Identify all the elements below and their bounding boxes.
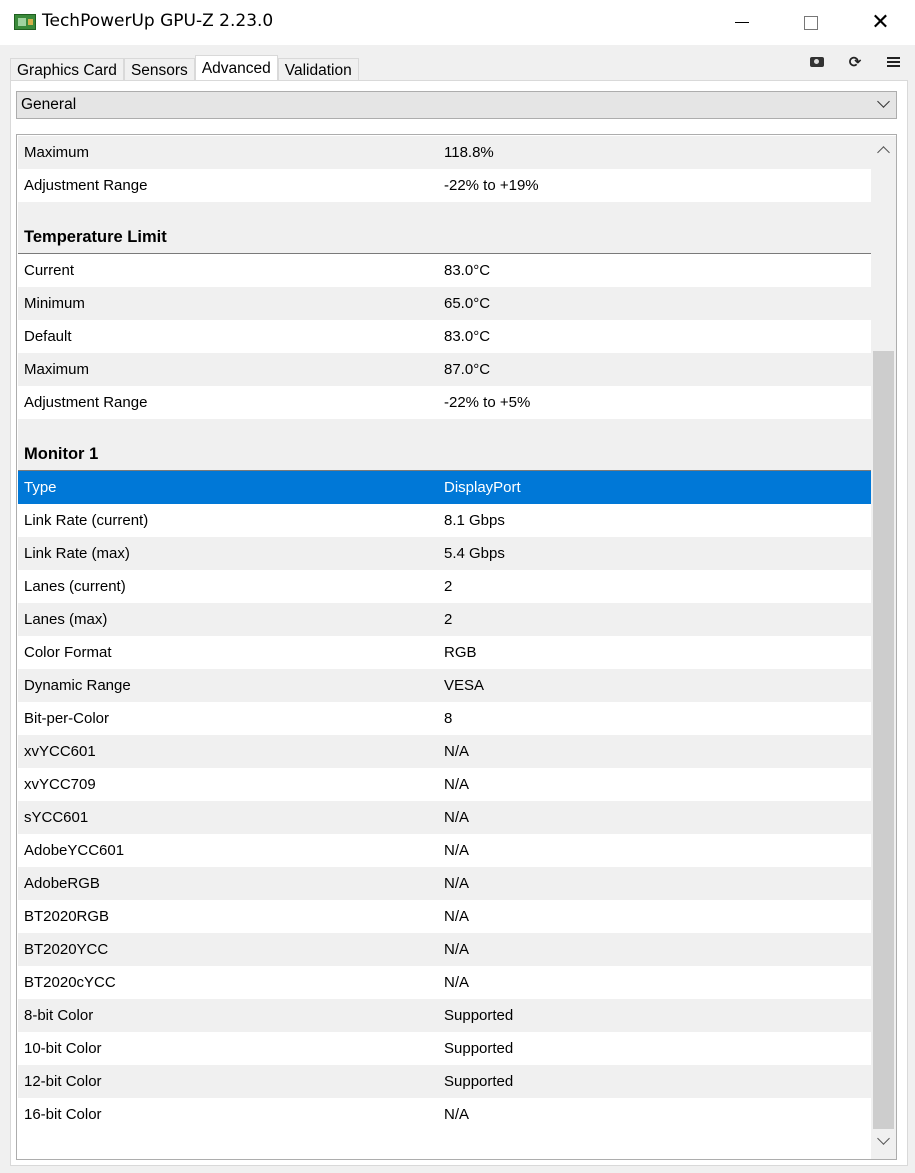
list-row[interactable] xyxy=(18,702,871,735)
row-value: N/A xyxy=(444,974,470,991)
list-row[interactable] xyxy=(18,1098,871,1131)
list-row[interactable] xyxy=(18,834,871,867)
row-value: -22% to +19% xyxy=(444,177,539,194)
list-row[interactable] xyxy=(18,254,871,287)
list-row[interactable] xyxy=(18,1065,871,1098)
close-icon: ✕ xyxy=(871,10,890,35)
minimize-icon xyxy=(735,22,749,23)
row-label: Adjustment Range xyxy=(24,177,148,194)
title-bar xyxy=(0,0,915,45)
list-row[interactable] xyxy=(18,287,871,320)
row-value: -22% to +5% xyxy=(444,394,531,411)
row-value: 5.4 Gbps xyxy=(444,545,505,562)
list-row[interactable] xyxy=(18,136,871,169)
list-row[interactable] xyxy=(18,169,871,202)
row-label: 10-bit Color xyxy=(24,1040,102,1057)
list-row[interactable] xyxy=(18,966,871,999)
list-row[interactable] xyxy=(18,570,871,603)
row-value: N/A xyxy=(444,908,470,925)
tab-advanced[interactable]: Advanced xyxy=(195,55,278,83)
row-label: 8-bit Color xyxy=(24,1007,94,1024)
list-row[interactable] xyxy=(18,900,871,933)
row-value: 83.0°C xyxy=(444,262,491,279)
list-row[interactable] xyxy=(18,669,871,702)
list-row[interactable] xyxy=(18,801,871,834)
row-value: 8.1 Gbps xyxy=(444,512,505,529)
list-row[interactable] xyxy=(18,1032,871,1065)
row-label: Maximum xyxy=(24,144,90,161)
list-row[interactable] xyxy=(18,735,871,768)
row-label: Adjustment Range xyxy=(24,394,148,411)
maximize-button[interactable] xyxy=(776,0,845,45)
minimize-button[interactable] xyxy=(707,0,776,45)
row-label: AdobeRGB xyxy=(24,875,100,892)
list-row[interactable] xyxy=(18,320,871,353)
row-value: N/A xyxy=(444,809,470,826)
row-value: Supported xyxy=(444,1040,514,1057)
row-value: DisplayPort xyxy=(444,479,521,496)
row-value: VESA xyxy=(444,677,485,694)
row-value: 65.0°C xyxy=(444,295,491,312)
category-select[interactable] xyxy=(16,91,897,119)
row-label: xvYCC709 xyxy=(24,776,96,793)
category-select-value: General xyxy=(21,96,77,113)
row-label: 12-bit Color xyxy=(24,1073,102,1090)
row-value: Supported xyxy=(444,1073,514,1090)
advanced-info-list[interactable] xyxy=(16,134,897,1160)
refresh-icon: ⟳ xyxy=(848,53,862,71)
row-value: 8 xyxy=(444,710,453,727)
maximize-icon xyxy=(804,16,818,30)
row-label: Bit-per-Color xyxy=(24,710,110,727)
section-header-monitor-1 xyxy=(18,419,871,471)
row-value: N/A xyxy=(444,1106,470,1123)
row-value: N/A xyxy=(444,743,470,760)
row-value: N/A xyxy=(444,842,470,859)
row-label: Link Rate (max) xyxy=(24,545,130,562)
row-label: Minimum xyxy=(24,295,85,312)
row-value: N/A xyxy=(444,875,470,892)
tab-bar xyxy=(10,55,359,82)
row-label: AdobeYCC601 xyxy=(24,842,125,859)
row-value: 87.0°C xyxy=(444,361,491,378)
row-value: Supported xyxy=(444,1007,514,1024)
row-label: Type xyxy=(24,479,57,496)
scroll-up-arrow-icon[interactable] xyxy=(871,136,896,166)
vertical-scrollbar[interactable] xyxy=(871,136,896,1159)
row-label: Link Rate (current) xyxy=(24,512,149,529)
list-rows xyxy=(18,136,871,1131)
row-label: Color Format xyxy=(24,644,112,661)
row-value: 83.0°C xyxy=(444,328,491,345)
screenshot-button[interactable] xyxy=(807,53,827,71)
scrollbar-thumb[interactable] xyxy=(873,351,894,1129)
row-label: Default xyxy=(24,328,72,345)
refresh-button[interactable] xyxy=(845,53,865,71)
list-row[interactable] xyxy=(18,636,871,669)
list-row[interactable] xyxy=(18,537,871,570)
list-row-selected[interactable] xyxy=(18,471,871,504)
tab-graphics-card[interactable]: Graphics Card xyxy=(10,58,124,82)
row-label: Lanes (max) xyxy=(24,611,108,628)
list-row[interactable] xyxy=(18,933,871,966)
row-value: N/A xyxy=(444,776,470,793)
row-value: 118.8% xyxy=(444,144,494,161)
list-row[interactable] xyxy=(18,768,871,801)
section-title: Temperature Limit xyxy=(24,228,167,246)
section-header-temperature-limit xyxy=(18,202,871,254)
list-row[interactable] xyxy=(18,999,871,1032)
row-value: RGB xyxy=(444,644,477,661)
close-button[interactable] xyxy=(846,0,915,45)
row-label: Dynamic Range xyxy=(24,677,131,694)
list-row[interactable] xyxy=(18,386,871,419)
row-value: 2 xyxy=(444,578,453,595)
hamburger-menu-icon xyxy=(887,61,900,63)
scroll-down-arrow-icon[interactable] xyxy=(871,1129,896,1159)
tab-sensors[interactable]: Sensors xyxy=(124,58,195,82)
row-label: sYCC601 xyxy=(24,809,89,826)
tab-validation[interactable]: Validation xyxy=(278,58,359,82)
window-title: TechPowerUp GPU-Z 2.23.0 xyxy=(42,11,274,31)
row-label: Lanes (current) xyxy=(24,578,126,595)
row-label: BT2020RGB xyxy=(24,908,110,925)
section-title: Monitor 1 xyxy=(24,445,99,463)
list-row[interactable] xyxy=(18,353,871,386)
list-row[interactable] xyxy=(18,504,871,537)
gpu-card-app-icon xyxy=(14,14,36,30)
row-label: BT2020cYCC xyxy=(24,974,116,991)
chevron-down-icon xyxy=(877,95,890,108)
list-row[interactable] xyxy=(18,867,871,900)
row-value: N/A xyxy=(444,941,470,958)
list-row[interactable] xyxy=(18,603,871,636)
row-label: 16-bit Color xyxy=(24,1106,102,1123)
row-label: xvYCC601 xyxy=(24,743,96,760)
menu-button[interactable] xyxy=(883,53,903,71)
row-label: Current xyxy=(24,262,75,279)
camera-icon xyxy=(810,57,824,67)
row-label: BT2020YCC xyxy=(24,941,109,958)
row-value: 2 xyxy=(444,611,453,628)
row-label: Maximum xyxy=(24,361,90,378)
